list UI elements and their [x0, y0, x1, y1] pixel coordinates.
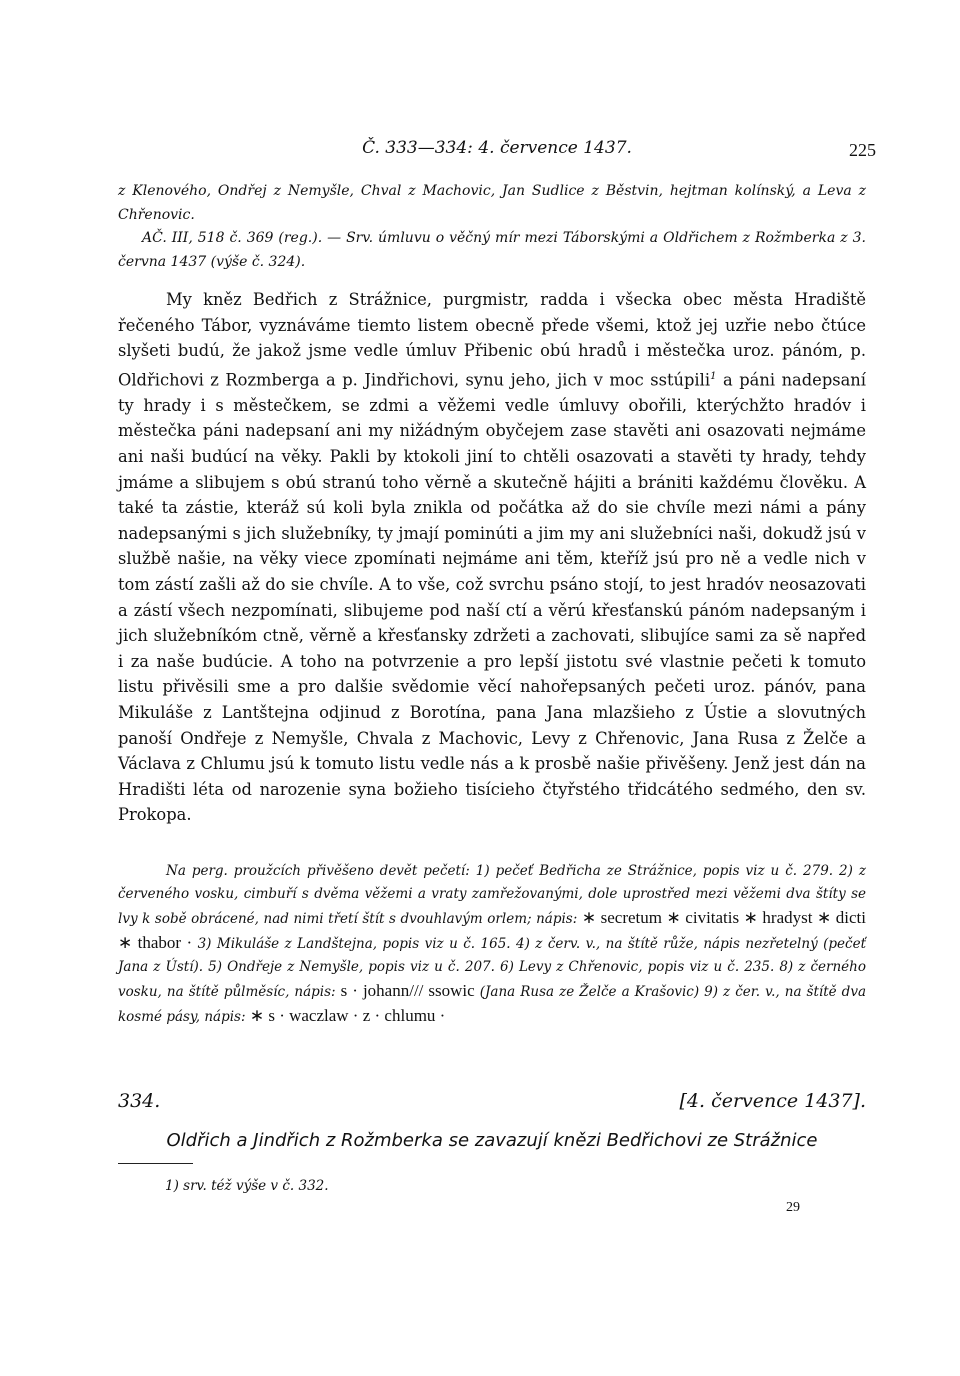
seal-text-1: Na perg. proužcích přivěšeno devět pečetí: 1) pečeť Bedřicha ze Strážnice, popis viz u č. 279. 2) z červeného vosku, cimbuří s dvěma věžemi a vraty zamřežovanými, dole uprostřed mezi věžemi dva štíty se lvy k sobě obrácené, nad nimi třetí štít s dvouhlavým orlem; nápis:: [118, 863, 866, 927]
next-document-header: [118, 1090, 866, 1120]
footnote-divider: [118, 1163, 193, 1164]
page-number: 225: [849, 140, 876, 160]
seal-legend-2: s · johann/// ssowic: [340, 981, 475, 1000]
document-text-part1: My kněz Bedřich z Strážnice, purgmistr, radda i všecka obec města Hradiště řečeného Tábor, vyznáváme tiemto listem obecně přede všemi, ktož jej uzřie nebo čtúce slyšeti budú, že jakož jsme vedle úmluv Přibenic obú hradů i městečka uroz. pánóm, p. Oldřichovi z Rozmberga a p. Jindřichovi, synu jeho, jich v moc sstúpili: [118, 290, 866, 390]
document-date: [4. července 1437].: [679, 1090, 866, 1112]
intro-witnesses: z Klenového, Ondřej z Nemyšle, Chval z Machovic, Jan Sudlice z Běstvin, hejtman kolínský, a Leva z Chřenovic.: [118, 183, 866, 223]
footnote: 1) srv. též výše v č. 332.: [165, 1178, 329, 1194]
seal-description: [118, 860, 866, 1029]
seal-legend-3: ∗ s · waczlaw · z · chlumu ·: [249, 1006, 446, 1025]
document-intro: [118, 180, 866, 274]
seal-text-3: (Jana Rusa ze Želče a Krašovic) 9) z čer. v., na štítě dva kosmé pásy, nápis:: [118, 984, 866, 1025]
seal-legend-1: ∗ secretum ∗ civitatis ∗ hradyst ∗ dicti ∗ thabor ·: [118, 908, 866, 952]
document-text: [118, 287, 866, 828]
footnote-reference: 1: [710, 370, 717, 382]
intro-references: AČ. III, 518 č. 369 (reg.). — Srv. úmluvu o věčný mír mezi Táborskými a Oldřichem z Rožmberka z 3. června 1437 (výše č. 324).: [118, 230, 866, 270]
document-regest: Oldřich a Jindřich z Rožmberka se zavazují knězi Bedřichovi ze Strážnice: [166, 1130, 818, 1151]
running-title: Č. 333—334: 4. července 1437.: [362, 138, 632, 158]
document-number: 334.: [118, 1090, 161, 1112]
sheet-signature: 29: [786, 1200, 800, 1215]
seal-text-2: 3) Mikuláše z Landštejna, popis viz u č. 165. 4) z červ. v., na štítě růže, nápis nezřetelný (pečeť Jana z Ústí). 5) Ondřeje z Nemyšle, popis viz u č. 207. 6) Levy z Chřenovic, popis viz u č. 235. 8) z černého vosku, na štítě půlměsíc, nápis:: [118, 936, 867, 1000]
page-header: [118, 138, 876, 168]
document-text-part2: a páni nadepsaní ty hrady i s městečkem, se zdmi a věžemi vedle úmluvy obořili, kterýchžto hradóv i městečka páni nadepsaní ani my nižádným obyčejem zase stavěti ani osazovati nejmáme ani naši budúcí na věky. Pakli by ktokoli jiní to chtěli osazovati a stavěti ty hrady, tehdy jmáme a slibujem s obú stranú toho věrně a skutečně hájiti a brániti každému člověku. A také ta zástie, kteráž sú koli byla znikla od počátka až do sie chvíle mezi námi a pány nadepsanými s jich služebníky, ty jmají pominúti a jim my ani služebníci naši, dokudž jsú v službě našie, na věky viece zpomínati nejmáme ani těm, kteříž jsú pro ně a vedle nich v tom zástí zašli až do sie chvíle. A to vše, což svrchu psáno stojí, to jest hradóv neosazovati a zástí všech nezpomínati, slibujeme pod naší ctí a věrú křesťanskú pánóm nadepsaným i jich služebníkóm ctně, věrně a křesťansky zdržeti a zachovati, slibujíce sami za sě napřed i za naše budúcie. A toho na potvrzenie a pro lepší jistotu své vlastnie pečeti k tomuto listu přivěsili sme a pro dalšie svědomie věcí nahořepsaných pečeti uroz. pánóv, pana Mikuláše z Lantštejna odjinud z Borotína, pana Jana mlazšieho z Ústie a slovutných panoší Ondřeje z Nemyšle, Chvala z Machovic, Levy z Chřenovic, Jana Rusa z Želče a Václava z Chlumu jsú k tomuto listu vedle nás a k prosbě našie přivěšeny. Jenž jest dán na Hradišti léta od narozenie syna božieho tisícieho čtyřstého třidcátého sedmého, den sv. Prokopa.: [118, 370, 866, 825]
